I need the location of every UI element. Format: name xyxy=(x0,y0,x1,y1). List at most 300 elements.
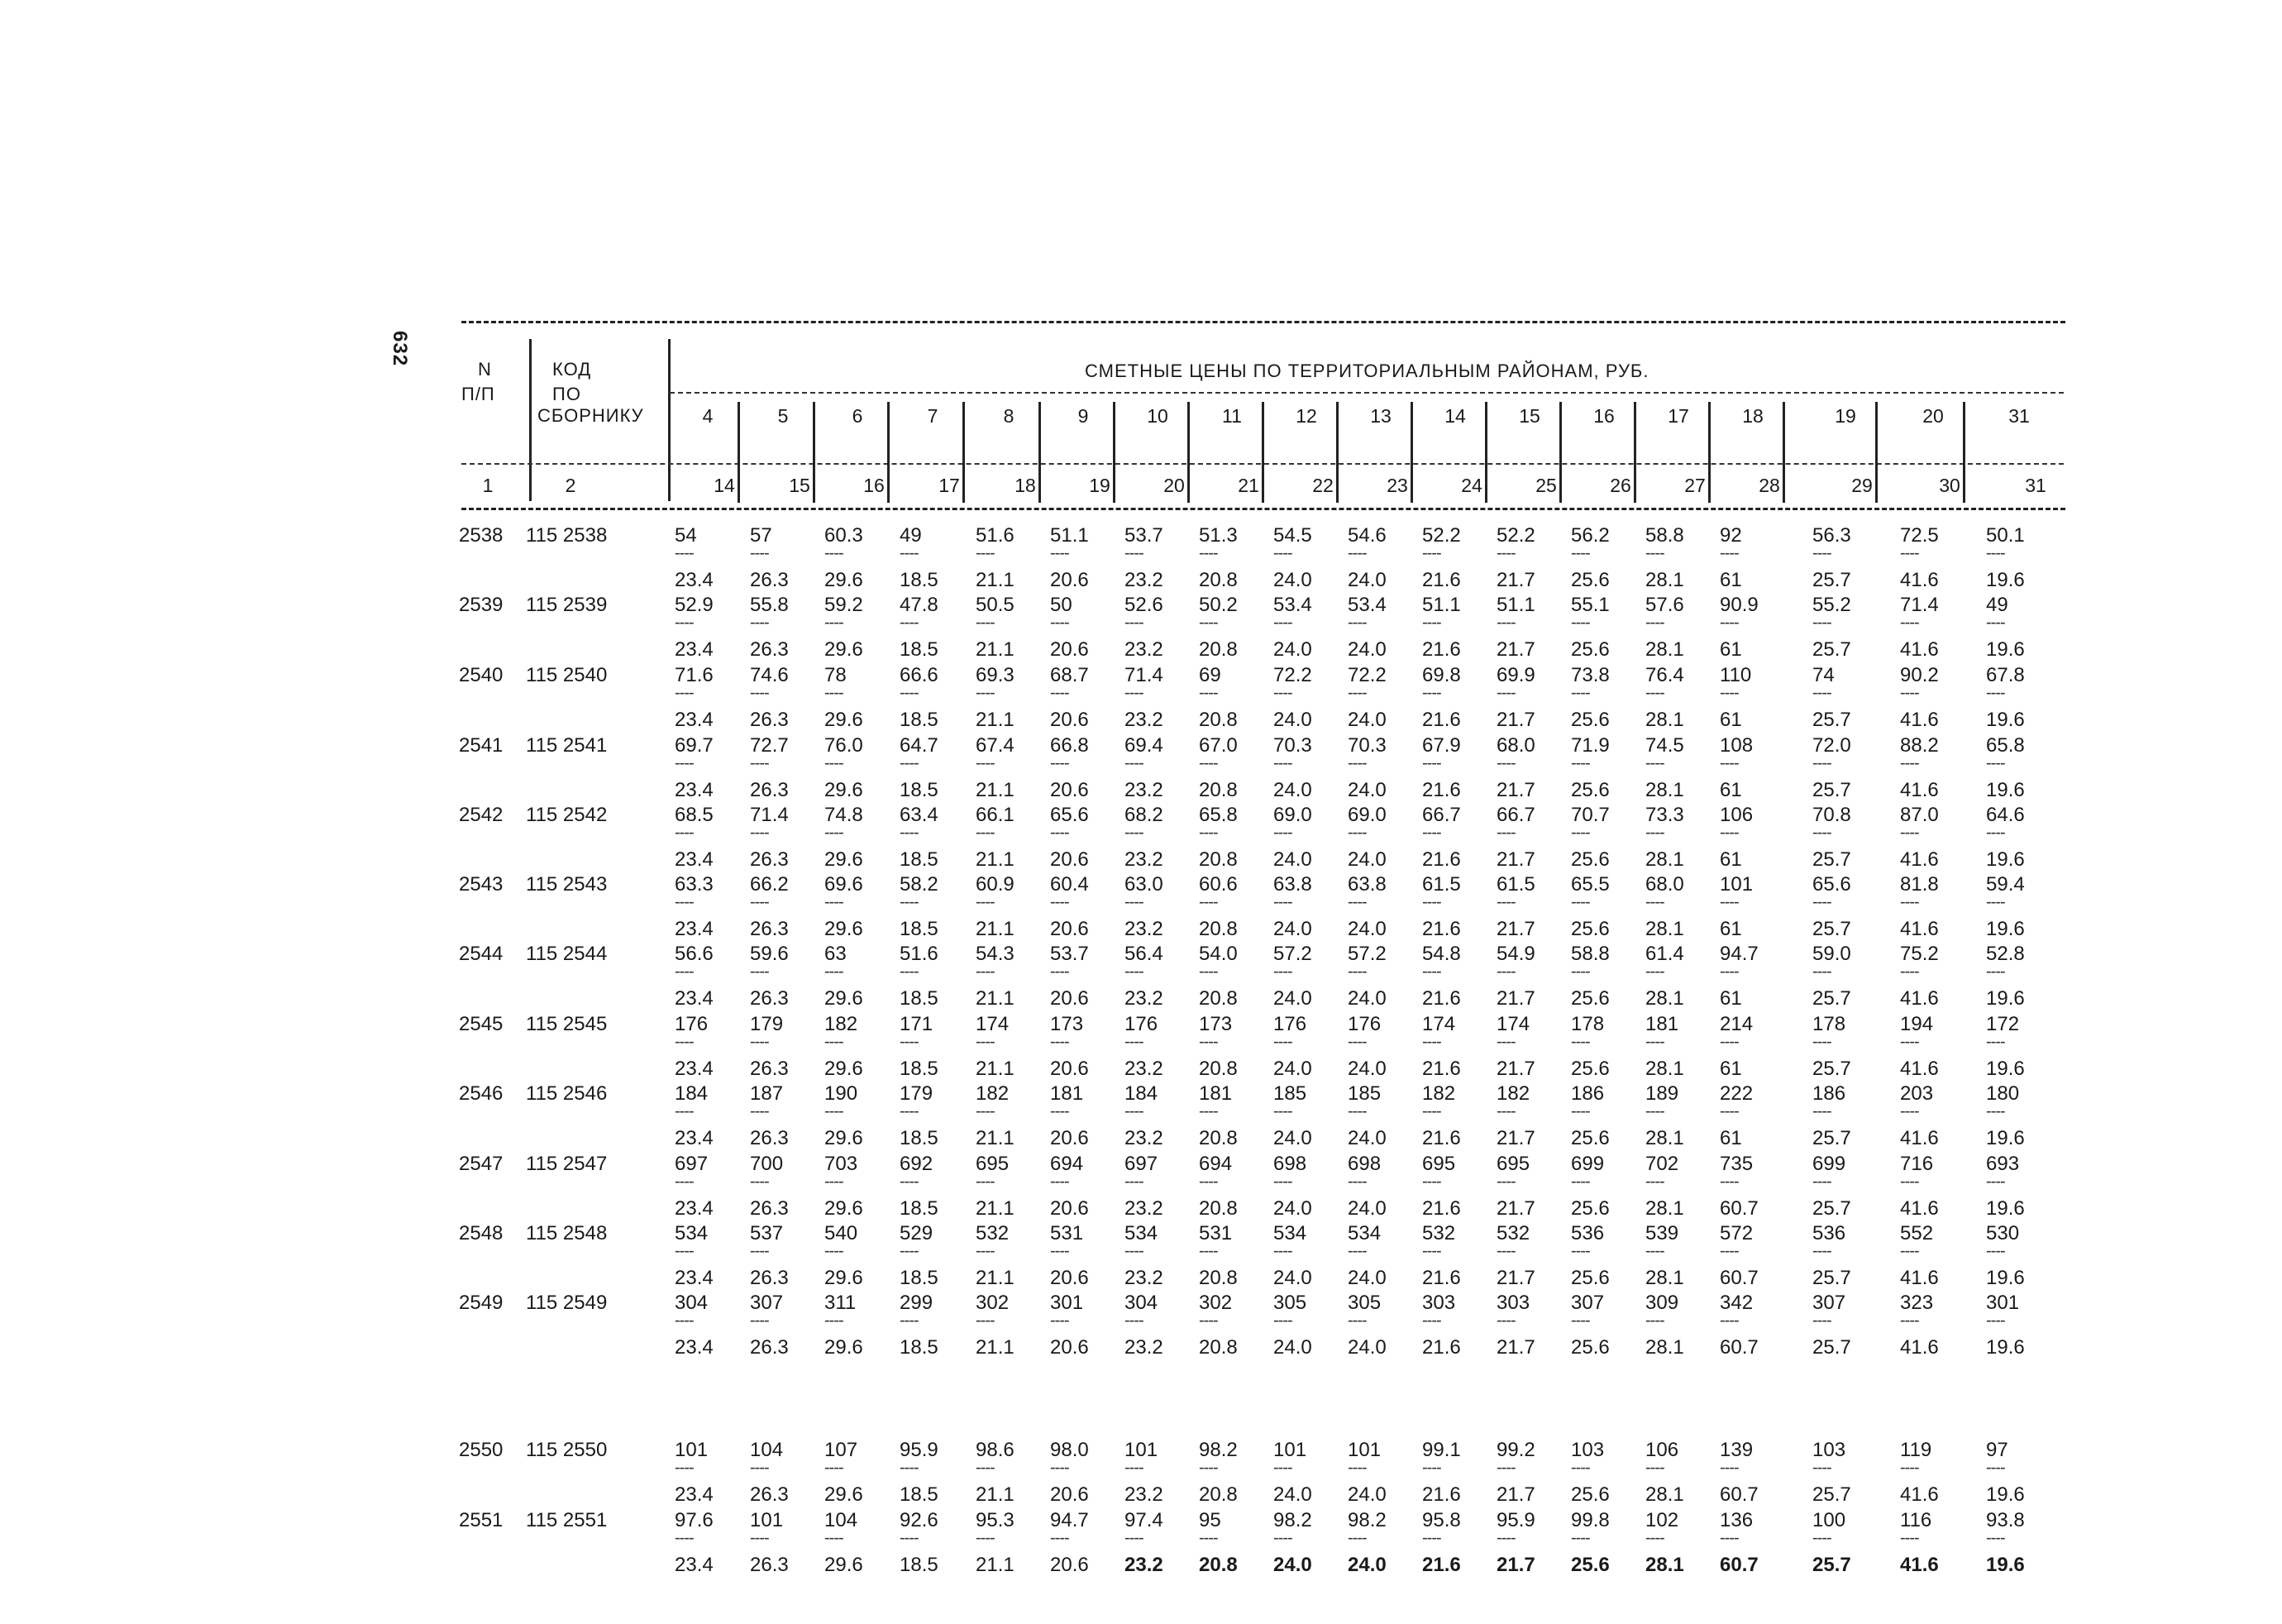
price-subvalue: 20.8 xyxy=(1199,638,1238,661)
price-subvalue: 21.6 xyxy=(1422,1483,1461,1506)
price-subvalue: 23.4 xyxy=(675,987,714,1010)
price-subvalue: 41.6 xyxy=(1900,1058,1939,1080)
price-subvalue: 60.7 xyxy=(1720,1554,1759,1576)
price-value: 304 xyxy=(675,1292,709,1314)
fraction-divider: ---- xyxy=(1900,614,1919,632)
fraction-divider: ---- xyxy=(1986,1173,2005,1191)
price-subvalue: 20.6 xyxy=(1050,1483,1089,1506)
row-number: 2544 xyxy=(459,943,504,965)
price-value: 69.0 xyxy=(1348,804,1387,826)
fraction-divider: ---- xyxy=(1124,962,1143,981)
price-subvalue: 19.6 xyxy=(1986,1127,2025,1149)
price-subvalue: 25.7 xyxy=(1812,1336,1851,1359)
price-value: 69.4 xyxy=(1124,734,1163,757)
price-value: 88.2 xyxy=(1900,734,1939,757)
fraction-divider: ---- xyxy=(824,962,843,981)
fraction-divider: ---- xyxy=(1497,1311,1516,1330)
fraction-divider: ---- xyxy=(1571,1173,1590,1191)
fraction-divider: ---- xyxy=(1273,1102,1292,1120)
price-subvalue: 21.7 xyxy=(1497,1336,1535,1359)
fraction-divider: ---- xyxy=(675,754,694,772)
price-value: 103 xyxy=(1571,1439,1605,1461)
fraction-divider: ---- xyxy=(1124,544,1143,562)
fraction-divider: ---- xyxy=(1348,1311,1367,1330)
price-subvalue: 18.5 xyxy=(900,918,938,940)
header-pp: П/П xyxy=(461,384,495,404)
column-index-30: 30 xyxy=(1939,475,1960,496)
price-subvalue: 23.4 xyxy=(675,569,714,591)
price-subvalue: 41.6 xyxy=(1900,709,1939,731)
fraction-divider: ---- xyxy=(1497,1102,1516,1120)
price-value: 51.1 xyxy=(1422,594,1461,616)
price-value: 529 xyxy=(900,1222,933,1244)
price-value: 181 xyxy=(1199,1082,1233,1105)
price-subvalue: 18.5 xyxy=(900,1267,938,1289)
price-subvalue: 19.6 xyxy=(1986,1336,2025,1359)
fraction-divider: ---- xyxy=(1050,754,1069,772)
price-subvalue: 24.0 xyxy=(1348,1336,1387,1359)
price-subvalue: 21.6 xyxy=(1422,1554,1461,1576)
fraction-divider: ---- xyxy=(824,614,843,632)
price-subvalue: 41.6 xyxy=(1900,1554,1939,1576)
price-subvalue: 24.0 xyxy=(1273,1336,1312,1359)
price-value: 534 xyxy=(1273,1222,1307,1244)
fraction-divider: ---- xyxy=(1348,1033,1367,1051)
fraction-divider: ---- xyxy=(1900,1311,1919,1330)
price-subvalue: 23.2 xyxy=(1124,1483,1163,1506)
price-subvalue: 21.6 xyxy=(1422,779,1461,801)
price-value: 172 xyxy=(1986,1013,2020,1035)
price-value: 64.7 xyxy=(900,734,938,757)
fraction-divider: ---- xyxy=(976,893,995,911)
price-value: 63.0 xyxy=(1124,873,1163,896)
fraction-divider: ---- xyxy=(1199,1459,1218,1477)
price-value: 58.2 xyxy=(900,873,938,896)
price-subvalue: 19.6 xyxy=(1986,918,2025,940)
price-value: 65.8 xyxy=(1199,804,1238,826)
price-value: 52.6 xyxy=(1124,594,1163,616)
price-value: 71.4 xyxy=(750,804,789,826)
price-value: 101 xyxy=(1720,873,1754,896)
price-subvalue: 29.6 xyxy=(824,638,863,661)
price-value: 72.2 xyxy=(1348,664,1387,686)
column-index-27: 27 xyxy=(1684,475,1706,496)
region-number-6: 6 xyxy=(852,405,863,427)
fraction-divider: ---- xyxy=(824,824,843,842)
price-value: 63.8 xyxy=(1348,873,1387,896)
price-subvalue: 24.0 xyxy=(1348,1127,1387,1149)
region-number-13: 13 xyxy=(1370,405,1392,427)
price-value: 65.5 xyxy=(1571,873,1610,896)
price-subvalue: 28.1 xyxy=(1645,1267,1684,1289)
fraction-divider: ---- xyxy=(675,962,694,981)
region-number-5: 5 xyxy=(777,405,789,427)
price-value: 303 xyxy=(1497,1292,1530,1314)
price-value: 66.7 xyxy=(1422,804,1461,826)
price-value: 54 xyxy=(675,524,697,547)
fraction-divider: ---- xyxy=(1422,1311,1441,1330)
price-subvalue: 20.8 xyxy=(1199,1336,1238,1359)
row-code: 115 2538 xyxy=(526,524,608,547)
price-value: 190 xyxy=(824,1082,858,1105)
fraction-divider: ---- xyxy=(1199,824,1218,842)
fraction-divider: ---- xyxy=(1497,824,1516,842)
price-subvalue: 25.6 xyxy=(1571,1267,1610,1289)
price-value: 63.3 xyxy=(675,873,714,896)
fraction-divider: ---- xyxy=(1422,1033,1441,1051)
fraction-divider: ---- xyxy=(1812,893,1831,911)
price-subvalue: 18.5 xyxy=(900,1336,938,1359)
fraction-divider: ---- xyxy=(1720,754,1739,772)
price-value: 697 xyxy=(1124,1153,1158,1175)
row-code: 115 2548 xyxy=(526,1222,608,1244)
price-value: 70.3 xyxy=(1273,734,1312,757)
price-value: 99.8 xyxy=(1571,1509,1610,1531)
price-value: 50.2 xyxy=(1199,594,1238,616)
column-index-left: 2 xyxy=(565,475,576,496)
price-value: 54.5 xyxy=(1273,524,1312,547)
fraction-divider: ---- xyxy=(1422,1102,1441,1120)
fraction-divider: ---- xyxy=(1645,754,1664,772)
fraction-divider: ---- xyxy=(1645,1102,1664,1120)
price-value: 69.8 xyxy=(1422,664,1461,686)
fraction-divider: ---- xyxy=(1497,1173,1516,1191)
fraction-divider: ---- xyxy=(1645,1311,1664,1330)
fraction-divider: ---- xyxy=(675,614,694,632)
price-subvalue: 24.0 xyxy=(1273,1483,1312,1506)
price-value: 185 xyxy=(1273,1082,1307,1105)
fraction-divider: ---- xyxy=(1645,1033,1664,1051)
price-value: 700 xyxy=(750,1153,784,1175)
fraction-divider: ---- xyxy=(900,1529,919,1547)
price-value: 540 xyxy=(824,1222,858,1244)
price-subvalue: 20.6 xyxy=(1050,1336,1089,1359)
price-value: 101 xyxy=(675,1439,709,1461)
price-value: 67.4 xyxy=(976,734,1014,757)
price-subvalue: 23.2 xyxy=(1124,779,1163,801)
price-value: 698 xyxy=(1273,1153,1307,1175)
price-value: 101 xyxy=(1124,1439,1158,1461)
price-value: 307 xyxy=(1571,1292,1605,1314)
fraction-divider: ---- xyxy=(1273,1529,1292,1547)
fraction-divider: ---- xyxy=(675,1173,694,1191)
price-value: 101 xyxy=(1348,1439,1382,1461)
price-value: 530 xyxy=(1986,1222,2020,1244)
price-value: 72.0 xyxy=(1812,734,1851,757)
fraction-divider: ---- xyxy=(1199,1311,1218,1330)
price-value: 54.3 xyxy=(976,943,1014,965)
price-subvalue: 26.3 xyxy=(750,1554,789,1576)
price-subvalue: 21.1 xyxy=(976,1554,1014,1576)
fraction-divider: ---- xyxy=(1422,1242,1441,1260)
price-subvalue: 20.6 xyxy=(1050,848,1089,871)
price-subvalue: 24.0 xyxy=(1348,1058,1387,1080)
price-value: 179 xyxy=(750,1013,784,1035)
fraction-divider: ---- xyxy=(824,1033,843,1051)
price-subvalue: 21.6 xyxy=(1422,1336,1461,1359)
fraction-divider: ---- xyxy=(1124,893,1143,911)
row-number: 2551 xyxy=(459,1509,504,1531)
price-subvalue: 25.7 xyxy=(1812,1483,1851,1506)
price-subvalue: 21.7 xyxy=(1497,1483,1535,1506)
price-value: 301 xyxy=(1050,1292,1084,1314)
price-subvalue: 18.5 xyxy=(900,569,938,591)
fraction-divider: ---- xyxy=(1571,962,1590,981)
fraction-divider: ---- xyxy=(1348,824,1367,842)
price-subvalue: 20.6 xyxy=(1050,638,1089,661)
price-subvalue: 29.6 xyxy=(824,1267,863,1289)
price-subvalue: 41.6 xyxy=(1900,1267,1939,1289)
price-subvalue: 18.5 xyxy=(900,1058,938,1080)
fraction-divider: ---- xyxy=(1348,1102,1367,1120)
price-subvalue: 24.0 xyxy=(1273,918,1312,940)
price-subvalue: 19.6 xyxy=(1986,1058,2025,1080)
fraction-divider: ---- xyxy=(1986,962,2005,981)
fraction-divider: ---- xyxy=(1812,1173,1831,1191)
fraction-divider: ---- xyxy=(1422,824,1441,842)
price-subvalue: 21.7 xyxy=(1497,848,1535,871)
price-value: 47.8 xyxy=(900,594,938,616)
fraction-divider: ---- xyxy=(976,684,995,702)
fraction-divider: ---- xyxy=(1497,684,1516,702)
fraction-divider: ---- xyxy=(900,1459,919,1477)
price-value: 104 xyxy=(824,1509,858,1531)
price-value: 537 xyxy=(750,1222,784,1244)
fraction-divider: ---- xyxy=(1571,893,1590,911)
price-subvalue: 29.6 xyxy=(824,779,863,801)
price-subvalue: 18.5 xyxy=(900,848,938,871)
price-value: 66.2 xyxy=(750,873,789,896)
price-subvalue: 21.7 xyxy=(1497,1058,1535,1080)
fraction-divider: ---- xyxy=(675,684,694,702)
price-value: 67.0 xyxy=(1199,734,1238,757)
fraction-divider: ---- xyxy=(1497,1529,1516,1547)
price-value: 182 xyxy=(1422,1082,1456,1105)
fraction-divider: ---- xyxy=(1124,1459,1143,1477)
fraction-divider: ---- xyxy=(1124,684,1143,702)
price-subvalue: 23.4 xyxy=(675,1554,714,1576)
price-subvalue: 23.4 xyxy=(675,918,714,940)
price-subvalue: 24.0 xyxy=(1273,1197,1312,1220)
price-subvalue: 41.6 xyxy=(1900,987,1939,1010)
price-subvalue: 41.6 xyxy=(1900,779,1939,801)
price-subvalue: 29.6 xyxy=(824,1554,863,1576)
price-subvalue: 25.6 xyxy=(1571,1336,1610,1359)
price-subvalue: 19.6 xyxy=(1986,987,2025,1010)
header-sbornik: СБОРНИКУ xyxy=(537,405,644,426)
price-value: 95.9 xyxy=(900,1439,938,1461)
column-index-15: 15 xyxy=(789,475,810,496)
fraction-divider: ---- xyxy=(976,754,995,772)
price-value: 57.6 xyxy=(1645,594,1684,616)
price-value: 92.6 xyxy=(900,1509,938,1531)
fraction-divider: ---- xyxy=(1348,614,1367,632)
price-subvalue: 23.2 xyxy=(1124,1197,1163,1220)
price-subvalue: 26.3 xyxy=(750,1058,789,1080)
price-value: 695 xyxy=(976,1153,1010,1175)
fraction-divider: ---- xyxy=(750,614,769,632)
fraction-divider: ---- xyxy=(750,1459,769,1477)
price-value: 55.2 xyxy=(1812,594,1851,616)
fraction-divider: ---- xyxy=(1645,1242,1664,1260)
price-value: 116 xyxy=(1900,1509,1932,1531)
region-number-15: 15 xyxy=(1519,405,1540,427)
price-subvalue: 21.7 xyxy=(1497,709,1535,731)
price-subvalue: 24.0 xyxy=(1348,569,1387,591)
price-value: 53.7 xyxy=(1124,524,1163,547)
price-subvalue: 25.7 xyxy=(1812,987,1851,1010)
fraction-divider: ---- xyxy=(1422,893,1441,911)
price-value: 95 xyxy=(1199,1509,1221,1531)
fraction-divider: ---- xyxy=(1124,1102,1143,1120)
price-subvalue: 61 xyxy=(1720,779,1742,801)
fraction-divider: ---- xyxy=(1422,754,1441,772)
price-subvalue: 28.1 xyxy=(1645,638,1684,661)
price-subvalue: 21.6 xyxy=(1422,918,1461,940)
price-subvalue: 21.6 xyxy=(1422,1127,1461,1149)
fraction-divider: ---- xyxy=(900,544,919,562)
price-subvalue: 26.3 xyxy=(750,1483,789,1506)
fraction-divider: ---- xyxy=(1720,1529,1739,1547)
price-value: 51.1 xyxy=(1497,594,1535,616)
fraction-divider: ---- xyxy=(1812,1311,1831,1330)
price-subvalue: 24.0 xyxy=(1273,1267,1312,1289)
fraction-divider: ---- xyxy=(1050,1529,1069,1547)
fraction-divider: ---- xyxy=(976,824,995,842)
fraction-divider: ---- xyxy=(1986,1311,2005,1330)
price-subvalue: 28.1 xyxy=(1645,709,1684,731)
header-bottom-rule xyxy=(461,508,2065,510)
price-subvalue: 20.8 xyxy=(1199,848,1238,871)
price-value: 536 xyxy=(1812,1222,1846,1244)
price-subvalue: 24.0 xyxy=(1273,638,1312,661)
price-value: 58.8 xyxy=(1645,524,1684,547)
fraction-divider: ---- xyxy=(824,1102,843,1120)
price-subvalue: 29.6 xyxy=(824,1336,863,1359)
price-value: 64.6 xyxy=(1986,804,2025,826)
fraction-divider: ---- xyxy=(900,684,919,702)
price-value: 187 xyxy=(750,1082,784,1105)
price-value: 75.2 xyxy=(1900,943,1939,965)
fraction-divider: ---- xyxy=(1273,614,1292,632)
fraction-divider: ---- xyxy=(750,893,769,911)
price-subvalue: 23.2 xyxy=(1124,1554,1163,1576)
price-subvalue: 18.5 xyxy=(900,1197,938,1220)
price-subvalue: 20.8 xyxy=(1199,569,1238,591)
price-value: 50.1 xyxy=(1986,524,2025,547)
price-value: 61.4 xyxy=(1645,943,1684,965)
price-value: 174 xyxy=(1422,1013,1456,1035)
price-subvalue: 61 xyxy=(1720,1127,1742,1149)
fraction-divider: ---- xyxy=(824,1173,843,1191)
price-value: 534 xyxy=(1348,1222,1382,1244)
price-subvalue: 20.8 xyxy=(1199,709,1238,731)
price-subvalue: 21.6 xyxy=(1422,638,1461,661)
price-value: 534 xyxy=(1124,1222,1158,1244)
region-number-4: 4 xyxy=(702,405,714,427)
price-value: 51.3 xyxy=(1199,524,1238,547)
price-subvalue: 24.0 xyxy=(1348,1267,1387,1289)
fraction-divider: ---- xyxy=(1986,1242,2005,1260)
fraction-divider: ---- xyxy=(1497,962,1516,981)
fraction-divider: ---- xyxy=(1273,893,1292,911)
column-index-14: 14 xyxy=(714,475,735,496)
price-value: 51.1 xyxy=(1050,524,1089,547)
price-value: 61.5 xyxy=(1497,873,1535,896)
price-subvalue: 19.6 xyxy=(1986,1483,2025,1506)
price-value: 307 xyxy=(1812,1292,1846,1314)
fraction-divider: ---- xyxy=(1900,1459,1919,1477)
price-value: 139 xyxy=(1720,1439,1754,1461)
price-subvalue: 24.0 xyxy=(1273,1554,1312,1576)
fraction-divider: ---- xyxy=(1422,1173,1441,1191)
price-value: 71.9 xyxy=(1571,734,1610,757)
row-code: 115 2540 xyxy=(526,664,608,686)
fraction-divider: ---- xyxy=(1497,614,1516,632)
price-subvalue: 23.4 xyxy=(675,1058,714,1080)
price-value: 695 xyxy=(1497,1153,1530,1175)
price-subvalue: 21.6 xyxy=(1422,848,1461,871)
row-code: 115 2551 xyxy=(526,1509,608,1531)
price-value: 536 xyxy=(1571,1222,1605,1244)
price-subvalue: 23.2 xyxy=(1124,848,1163,871)
price-value: 68.0 xyxy=(1497,734,1535,757)
price-value: 50.5 xyxy=(976,594,1014,616)
price-subvalue: 25.7 xyxy=(1812,848,1851,871)
fraction-divider: ---- xyxy=(824,754,843,772)
price-value: 70.8 xyxy=(1812,804,1851,826)
price-subvalue: 23.4 xyxy=(675,1336,714,1359)
price-value: 98.6 xyxy=(976,1439,1014,1461)
price-subvalue: 24.0 xyxy=(1348,918,1387,940)
fraction-divider: ---- xyxy=(1720,1459,1739,1477)
price-value: 99.2 xyxy=(1497,1439,1535,1461)
fraction-divider: ---- xyxy=(1273,1459,1292,1477)
price-value: 49 xyxy=(1986,594,2008,616)
fraction-divider: ---- xyxy=(1571,1242,1590,1260)
price-subvalue: 29.6 xyxy=(824,1483,863,1506)
price-subvalue: 61 xyxy=(1720,709,1742,731)
price-value: 71.4 xyxy=(1900,594,1939,616)
fraction-divider: ---- xyxy=(1348,754,1367,772)
fraction-divider: ---- xyxy=(976,614,995,632)
price-value: 174 xyxy=(1497,1013,1530,1035)
price-value: 697 xyxy=(675,1153,709,1175)
fraction-divider: ---- xyxy=(675,1311,694,1330)
price-value: 186 xyxy=(1571,1082,1605,1105)
price-subvalue: 23.4 xyxy=(675,638,714,661)
price-value: 182 xyxy=(976,1082,1010,1105)
fraction-divider: ---- xyxy=(750,544,769,562)
price-subvalue: 23.4 xyxy=(675,1267,714,1289)
price-value: 539 xyxy=(1645,1222,1679,1244)
price-subvalue: 29.6 xyxy=(824,1197,863,1220)
fraction-divider: ---- xyxy=(976,1311,995,1330)
fraction-divider: ---- xyxy=(976,1242,995,1260)
row-number: 2548 xyxy=(459,1222,504,1244)
price-subvalue: 41.6 xyxy=(1900,1197,1939,1220)
price-value: 55.8 xyxy=(750,594,789,616)
price-value: 78 xyxy=(824,664,847,686)
top-rule xyxy=(461,321,2065,323)
fraction-divider: ---- xyxy=(1720,1102,1739,1120)
fraction-divider: ---- xyxy=(1273,1033,1292,1051)
fraction-divider: ---- xyxy=(1050,1033,1069,1051)
price-value: 68.2 xyxy=(1124,804,1163,826)
price-value: 54.9 xyxy=(1497,943,1535,965)
price-value: 101 xyxy=(1273,1439,1307,1461)
fraction-divider: ---- xyxy=(1273,544,1292,562)
